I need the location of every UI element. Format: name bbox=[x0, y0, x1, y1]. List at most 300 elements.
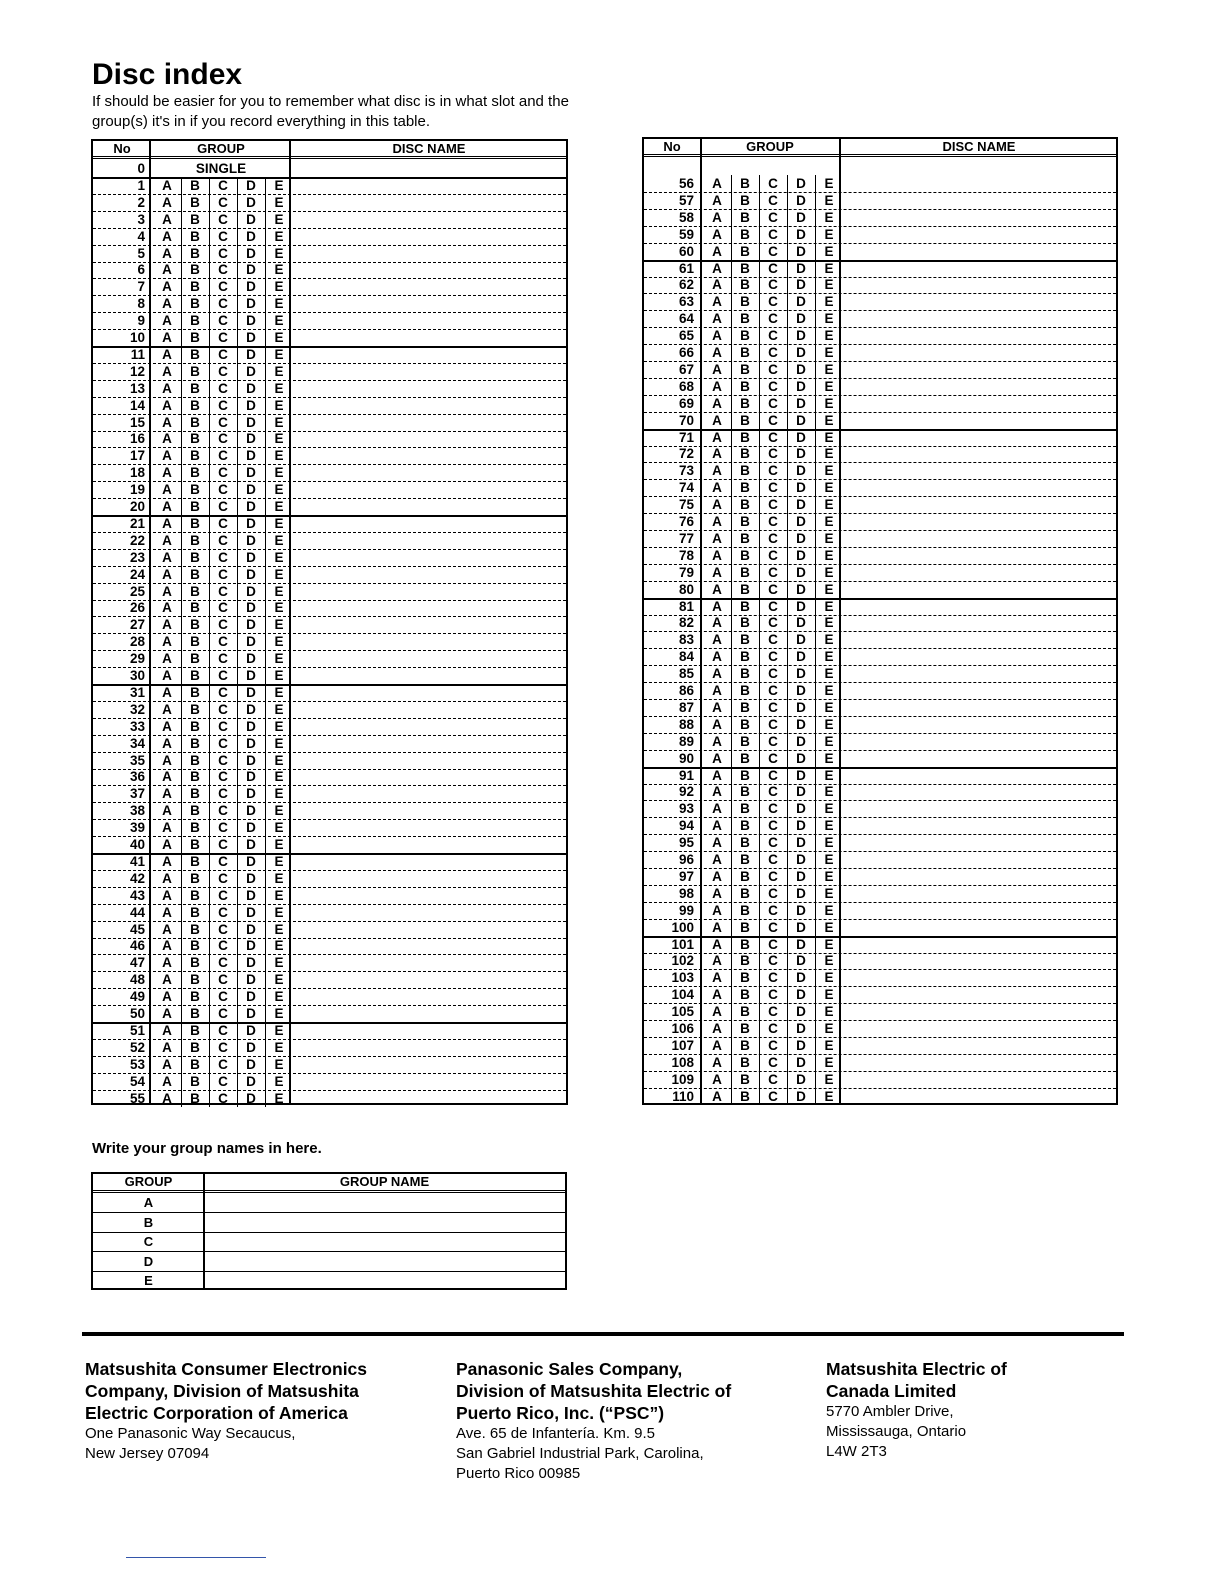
group-letter[interactable]: B bbox=[190, 1006, 200, 1021]
group-letter[interactable]: E bbox=[824, 328, 834, 344]
group-letter[interactable]: B bbox=[740, 615, 750, 631]
group-letter[interactable]: D bbox=[246, 346, 256, 362]
group-letter[interactable]: B bbox=[190, 904, 200, 920]
group-letter[interactable]: A bbox=[712, 784, 722, 800]
group-letter[interactable]: C bbox=[768, 446, 778, 462]
group-letter[interactable]: C bbox=[218, 245, 228, 261]
group-letter[interactable]: C bbox=[768, 564, 778, 580]
group-letter[interactable]: D bbox=[246, 634, 256, 650]
group-letter[interactable]: B bbox=[190, 448, 200, 464]
group-letter[interactable]: E bbox=[824, 547, 834, 563]
group-letter[interactable]: B bbox=[740, 868, 750, 884]
group-letter[interactable]: B bbox=[190, 786, 200, 802]
group-letter[interactable]: E bbox=[824, 176, 834, 191]
group-letter[interactable]: B bbox=[740, 277, 750, 293]
group-letter[interactable]: A bbox=[712, 395, 722, 411]
group-letter[interactable]: E bbox=[824, 767, 834, 783]
group-letter[interactable]: A bbox=[712, 581, 722, 597]
group-letter[interactable]: B bbox=[740, 987, 750, 1003]
group-letter[interactable]: D bbox=[796, 885, 806, 901]
group-letter[interactable]: C bbox=[218, 211, 228, 227]
group-letter[interactable]: C bbox=[218, 837, 228, 852]
group-letter[interactable]: C bbox=[768, 378, 778, 394]
group-letter[interactable]: E bbox=[824, 936, 834, 952]
group-letter[interactable]: D bbox=[246, 904, 256, 920]
group-letter[interactable]: B bbox=[740, 1021, 750, 1036]
group-letter[interactable]: C bbox=[218, 1073, 228, 1089]
group-letter[interactable]: B bbox=[740, 480, 750, 496]
group-letter[interactable]: D bbox=[796, 1037, 806, 1053]
group-letter[interactable]: C bbox=[218, 701, 228, 717]
group-letter[interactable]: A bbox=[712, 699, 722, 715]
group-letter[interactable]: A bbox=[162, 651, 172, 667]
group-letter[interactable]: A bbox=[162, 566, 172, 582]
group-letter[interactable]: D bbox=[796, 699, 806, 715]
group-letter[interactable]: B bbox=[740, 209, 750, 225]
group-letter[interactable]: E bbox=[274, 735, 284, 751]
group-letter[interactable]: E bbox=[824, 378, 834, 394]
group-letter[interactable]: B bbox=[740, 294, 750, 310]
group-letter[interactable]: E bbox=[274, 515, 284, 531]
group-letter[interactable]: A bbox=[162, 465, 172, 481]
group-letter[interactable]: B bbox=[740, 953, 750, 969]
group-letter[interactable]: A bbox=[712, 801, 722, 817]
group-letter[interactable]: A bbox=[162, 532, 172, 548]
group-letter[interactable]: A bbox=[162, 177, 172, 193]
group-letter[interactable]: A bbox=[712, 1021, 722, 1036]
group-letter[interactable]: E bbox=[274, 532, 284, 548]
group-letter[interactable]: A bbox=[162, 1073, 172, 1089]
group-letter[interactable]: D bbox=[246, 1090, 256, 1106]
group-letter[interactable]: C bbox=[218, 684, 228, 700]
group-letter[interactable]: A bbox=[162, 989, 172, 1005]
group-letter[interactable]: D bbox=[796, 902, 806, 918]
group-letter[interactable]: D bbox=[246, 853, 256, 869]
group-letter[interactable]: D bbox=[246, 296, 256, 312]
group-letter[interactable]: C bbox=[768, 530, 778, 546]
group-letter[interactable]: B bbox=[740, 260, 750, 276]
group-letter[interactable]: E bbox=[824, 598, 834, 614]
group-letter[interactable]: D bbox=[246, 380, 256, 396]
group-letter[interactable]: A bbox=[712, 1004, 722, 1020]
group-letter[interactable]: A bbox=[712, 514, 722, 529]
group-letter[interactable]: A bbox=[162, 668, 172, 683]
group-letter[interactable]: D bbox=[246, 414, 256, 430]
group-letter[interactable]: B bbox=[740, 683, 750, 698]
group-letter[interactable]: B bbox=[740, 1054, 750, 1070]
group-letter[interactable]: D bbox=[246, 600, 256, 616]
group-letter[interactable]: D bbox=[796, 209, 806, 225]
group-letter[interactable]: B bbox=[740, 902, 750, 918]
group-letter[interactable]: B bbox=[740, 750, 750, 766]
group-name-row[interactable] bbox=[93, 1271, 565, 1290]
group-letter[interactable]: B bbox=[190, 921, 200, 937]
group-letter[interactable]: E bbox=[274, 1022, 284, 1038]
group-letter[interactable]: A bbox=[712, 192, 722, 208]
group-letter[interactable]: B bbox=[190, 684, 200, 700]
group-letter[interactable]: A bbox=[712, 480, 722, 496]
group-letter[interactable]: E bbox=[274, 938, 284, 954]
group-letter[interactable]: C bbox=[768, 294, 778, 310]
group-letter[interactable]: E bbox=[824, 277, 834, 293]
group-letter[interactable]: B bbox=[190, 803, 200, 819]
group-letter[interactable]: E bbox=[824, 818, 834, 834]
group-letter[interactable]: C bbox=[768, 919, 778, 935]
group-letter[interactable]: B bbox=[740, 885, 750, 901]
group-letter[interactable]: D bbox=[796, 176, 806, 191]
group-letter[interactable]: E bbox=[274, 1073, 284, 1089]
group-letter[interactable]: B bbox=[190, 735, 200, 751]
group-letter[interactable]: D bbox=[246, 1056, 256, 1072]
group-letter[interactable]: C bbox=[768, 683, 778, 698]
group-letter[interactable]: B bbox=[190, 211, 200, 227]
group-letter[interactable]: D bbox=[796, 868, 806, 884]
group-letter[interactable]: C bbox=[218, 262, 228, 278]
group-letter[interactable]: E bbox=[274, 701, 284, 717]
group-letter[interactable]: A bbox=[162, 972, 172, 988]
group-letter[interactable]: C bbox=[768, 835, 778, 851]
group-letter[interactable]: C bbox=[768, 176, 778, 191]
group-letter[interactable]: E bbox=[274, 380, 284, 396]
group-letter[interactable]: B bbox=[740, 716, 750, 732]
group-letter[interactable]: A bbox=[712, 835, 722, 851]
group-letter[interactable]: C bbox=[768, 699, 778, 715]
group-letter[interactable]: E bbox=[824, 919, 834, 935]
group-letter[interactable]: D bbox=[796, 852, 806, 867]
group-letter[interactable]: C bbox=[768, 666, 778, 682]
group-letter[interactable]: B bbox=[190, 989, 200, 1005]
group-letter[interactable]: A bbox=[162, 296, 172, 312]
group-letter[interactable]: E bbox=[274, 921, 284, 937]
group-letter[interactable]: E bbox=[824, 1054, 834, 1070]
group-letter[interactable]: C bbox=[768, 311, 778, 327]
group-letter[interactable]: D bbox=[246, 701, 256, 717]
group-letter[interactable]: B bbox=[190, 955, 200, 971]
group-letter[interactable]: B bbox=[190, 499, 200, 514]
group-letter[interactable]: B bbox=[740, 192, 750, 208]
group-letter[interactable]: D bbox=[796, 581, 806, 597]
group-letter[interactable]: E bbox=[824, 902, 834, 918]
group-letter[interactable]: D bbox=[796, 716, 806, 732]
group-letter[interactable]: A bbox=[712, 361, 722, 377]
group-letter[interactable]: C bbox=[768, 277, 778, 293]
group-letter[interactable]: D bbox=[796, 412, 806, 428]
group-letter[interactable]: B bbox=[190, 1039, 200, 1055]
group-letter[interactable]: D bbox=[796, 818, 806, 834]
group-letter[interactable]: D bbox=[796, 345, 806, 360]
group-letter[interactable]: C bbox=[768, 226, 778, 242]
group-letter[interactable]: B bbox=[740, 226, 750, 242]
group-letter[interactable]: C bbox=[218, 363, 228, 379]
group-letter[interactable]: D bbox=[246, 583, 256, 599]
group-letter[interactable]: B bbox=[190, 752, 200, 768]
group-letter[interactable]: C bbox=[218, 1039, 228, 1055]
group-letter[interactable]: D bbox=[796, 615, 806, 631]
group-letter[interactable]: E bbox=[824, 530, 834, 546]
group-letter[interactable]: C bbox=[218, 482, 228, 498]
group-letter[interactable]: D bbox=[796, 750, 806, 766]
group-letter[interactable]: C bbox=[768, 852, 778, 867]
group-letter[interactable]: B bbox=[190, 363, 200, 379]
group-letter[interactable]: A bbox=[712, 852, 722, 867]
group-letter[interactable]: A bbox=[712, 378, 722, 394]
group-letter[interactable]: B bbox=[190, 583, 200, 599]
group-letter[interactable]: B bbox=[190, 887, 200, 903]
group-letter[interactable]: C bbox=[768, 1037, 778, 1053]
group-letter[interactable]: C bbox=[768, 243, 778, 259]
group-letter[interactable]: A bbox=[162, 431, 172, 447]
group-letter[interactable]: E bbox=[274, 617, 284, 633]
group-letter[interactable]: B bbox=[740, 395, 750, 411]
group-letter[interactable]: B bbox=[740, 936, 750, 952]
group-letter[interactable]: D bbox=[246, 363, 256, 379]
group-letter[interactable]: B bbox=[740, 514, 750, 529]
group-letter[interactable]: A bbox=[712, 970, 722, 986]
group-letter[interactable]: C bbox=[768, 514, 778, 529]
group-letter[interactable]: D bbox=[246, 245, 256, 261]
group-letter[interactable]: A bbox=[162, 769, 172, 785]
group-letter[interactable]: C bbox=[768, 868, 778, 884]
group-letter[interactable]: C bbox=[218, 735, 228, 751]
group-letter[interactable]: D bbox=[796, 1021, 806, 1036]
group-letter[interactable]: D bbox=[796, 1071, 806, 1087]
group-letter[interactable]: B bbox=[190, 600, 200, 616]
group-letter[interactable]: C bbox=[768, 902, 778, 918]
group-letter[interactable]: C bbox=[768, 970, 778, 986]
group-letter[interactable]: C bbox=[768, 328, 778, 344]
group-letter[interactable]: E bbox=[274, 684, 284, 700]
group-letter[interactable]: A bbox=[712, 446, 722, 462]
group-letter[interactable]: C bbox=[218, 820, 228, 836]
group-letter[interactable]: E bbox=[824, 1037, 834, 1053]
group-letter[interactable]: C bbox=[218, 600, 228, 616]
group-letter[interactable]: D bbox=[246, 769, 256, 785]
group-letter[interactable]: B bbox=[740, 176, 750, 191]
group-letter[interactable]: C bbox=[218, 566, 228, 582]
group-letter[interactable]: A bbox=[712, 1037, 722, 1053]
group-letter[interactable]: C bbox=[768, 598, 778, 614]
group-letter[interactable]: B bbox=[190, 718, 200, 734]
group-letter[interactable]: E bbox=[274, 194, 284, 210]
group-letter[interactable]: A bbox=[712, 936, 722, 952]
group-letter[interactable]: D bbox=[796, 311, 806, 327]
group-letter[interactable]: A bbox=[162, 634, 172, 650]
group-letter[interactable]: B bbox=[740, 767, 750, 783]
group-name-row[interactable] bbox=[93, 1252, 565, 1272]
group-letter[interactable]: E bbox=[274, 600, 284, 616]
group-letter[interactable]: A bbox=[712, 632, 722, 648]
group-letter[interactable]: C bbox=[768, 480, 778, 496]
group-letter[interactable]: B bbox=[190, 1090, 200, 1106]
group-letter[interactable]: A bbox=[162, 499, 172, 514]
group-letter[interactable]: E bbox=[824, 294, 834, 310]
group-letter[interactable]: A bbox=[162, 397, 172, 413]
group-letter[interactable]: C bbox=[218, 397, 228, 413]
group-letter[interactable]: D bbox=[796, 429, 806, 445]
group-letter[interactable]: E bbox=[824, 1071, 834, 1087]
group-letter[interactable]: B bbox=[190, 837, 200, 852]
group-letter[interactable]: A bbox=[162, 380, 172, 396]
group-letter[interactable]: C bbox=[218, 938, 228, 954]
group-letter[interactable]: B bbox=[740, 784, 750, 800]
group-letter[interactable]: A bbox=[162, 684, 172, 700]
group-letter[interactable]: D bbox=[246, 668, 256, 683]
group-letter[interactable]: D bbox=[796, 277, 806, 293]
group-letter[interactable]: C bbox=[768, 192, 778, 208]
group-letter[interactable]: A bbox=[162, 1039, 172, 1055]
group-letter[interactable]: A bbox=[712, 1054, 722, 1070]
group-letter[interactable]: C bbox=[218, 194, 228, 210]
group-letter[interactable]: C bbox=[218, 1006, 228, 1021]
group-letter[interactable]: C bbox=[218, 1056, 228, 1072]
group-letter[interactable]: D bbox=[246, 921, 256, 937]
group-letter[interactable]: C bbox=[218, 532, 228, 548]
group-letter[interactable]: D bbox=[246, 549, 256, 565]
group-letter[interactable]: D bbox=[246, 532, 256, 548]
group-letter[interactable]: B bbox=[740, 429, 750, 445]
group-letter[interactable]: A bbox=[712, 412, 722, 428]
group-letter[interactable]: B bbox=[740, 530, 750, 546]
group-letter[interactable]: A bbox=[162, 853, 172, 869]
group-letter[interactable]: C bbox=[768, 361, 778, 377]
group-letter[interactable]: E bbox=[824, 1021, 834, 1036]
group-letter[interactable]: A bbox=[712, 683, 722, 698]
group-letter[interactable]: C bbox=[768, 547, 778, 563]
group-letter[interactable]: C bbox=[768, 632, 778, 648]
group-letter[interactable]: A bbox=[162, 482, 172, 498]
group-letter[interactable]: A bbox=[162, 803, 172, 819]
group-letter[interactable]: C bbox=[768, 463, 778, 479]
group-letter[interactable]: E bbox=[824, 632, 834, 648]
group-letter[interactable]: C bbox=[218, 228, 228, 244]
group-letter[interactable]: D bbox=[796, 547, 806, 563]
group-letter[interactable]: E bbox=[274, 1039, 284, 1055]
group-name-row[interactable] bbox=[93, 1213, 565, 1233]
group-letter[interactable]: E bbox=[274, 499, 284, 514]
group-letter[interactable]: B bbox=[190, 972, 200, 988]
group-letter[interactable]: D bbox=[796, 446, 806, 462]
group-letter[interactable]: E bbox=[824, 666, 834, 682]
group-letter[interactable]: E bbox=[824, 716, 834, 732]
group-letter[interactable]: E bbox=[824, 429, 834, 445]
group-letter[interactable]: D bbox=[796, 480, 806, 496]
group-letter[interactable]: D bbox=[246, 194, 256, 210]
group-letter[interactable]: B bbox=[740, 547, 750, 563]
group-letter[interactable]: C bbox=[218, 448, 228, 464]
group-letter[interactable]: B bbox=[740, 649, 750, 665]
group-letter[interactable]: D bbox=[246, 820, 256, 836]
group-letter[interactable]: C bbox=[218, 786, 228, 802]
group-letter[interactable]: E bbox=[274, 346, 284, 362]
group-letter[interactable]: D bbox=[246, 718, 256, 734]
group-letter[interactable]: B bbox=[190, 262, 200, 278]
group-letter[interactable]: C bbox=[218, 431, 228, 447]
group-letter[interactable]: A bbox=[712, 885, 722, 901]
group-letter[interactable]: B bbox=[740, 446, 750, 462]
group-letter[interactable]: A bbox=[162, 549, 172, 565]
group-letter[interactable]: C bbox=[218, 515, 228, 531]
group-letter[interactable]: D bbox=[796, 733, 806, 749]
group-letter[interactable]: C bbox=[218, 296, 228, 312]
group-letter[interactable]: D bbox=[246, 955, 256, 971]
group-letter[interactable]: D bbox=[246, 837, 256, 852]
group-letter[interactable]: E bbox=[824, 463, 834, 479]
group-letter[interactable]: D bbox=[246, 1006, 256, 1021]
group-letter[interactable]: A bbox=[162, 262, 172, 278]
group-letter[interactable]: D bbox=[796, 919, 806, 935]
group-letter[interactable]: B bbox=[740, 1071, 750, 1087]
group-letter[interactable]: D bbox=[246, 262, 256, 278]
group-letter[interactable]: C bbox=[218, 583, 228, 599]
group-letter[interactable]: C bbox=[218, 279, 228, 295]
group-letter[interactable]: E bbox=[274, 1006, 284, 1021]
group-letter[interactable]: C bbox=[218, 752, 228, 768]
group-letter[interactable]: D bbox=[796, 767, 806, 783]
group-letter[interactable]: B bbox=[190, 651, 200, 667]
group-letter[interactable]: E bbox=[824, 649, 834, 665]
group-letter[interactable]: E bbox=[824, 395, 834, 411]
group-letter[interactable]: B bbox=[190, 1073, 200, 1089]
group-letter[interactable]: B bbox=[740, 818, 750, 834]
group-letter[interactable]: A bbox=[712, 530, 722, 546]
group-letter[interactable]: D bbox=[246, 228, 256, 244]
group-letter[interactable]: B bbox=[190, 465, 200, 481]
group-letter[interactable]: A bbox=[162, 330, 172, 345]
group-letter[interactable]: C bbox=[218, 1090, 228, 1106]
group-letter[interactable]: E bbox=[824, 1088, 834, 1104]
group-letter[interactable]: C bbox=[218, 313, 228, 329]
group-letter[interactable]: B bbox=[740, 328, 750, 344]
group-letter[interactable]: E bbox=[824, 683, 834, 698]
group-letter[interactable]: A bbox=[712, 987, 722, 1003]
group-letter[interactable]: A bbox=[712, 345, 722, 360]
group-letter[interactable]: C bbox=[768, 936, 778, 952]
group-letter[interactable]: B bbox=[190, 566, 200, 582]
group-letter[interactable]: C bbox=[218, 904, 228, 920]
group-letter[interactable]: C bbox=[768, 801, 778, 817]
group-letter[interactable]: E bbox=[274, 211, 284, 227]
group-letter[interactable]: C bbox=[218, 380, 228, 396]
group-letter[interactable]: E bbox=[274, 330, 284, 345]
group-letter[interactable]: A bbox=[712, 463, 722, 479]
group-letter[interactable]: E bbox=[274, 296, 284, 312]
group-letter[interactable]: D bbox=[796, 801, 806, 817]
group-letter[interactable]: C bbox=[768, 1054, 778, 1070]
group-letter[interactable]: C bbox=[218, 972, 228, 988]
group-letter[interactable]: A bbox=[712, 615, 722, 631]
group-letter[interactable]: B bbox=[190, 870, 200, 886]
group-letter[interactable]: A bbox=[162, 313, 172, 329]
group-letter[interactable]: E bbox=[274, 363, 284, 379]
group-letter[interactable]: E bbox=[274, 989, 284, 1005]
group-letter[interactable]: A bbox=[162, 752, 172, 768]
group-letter[interactable]: A bbox=[162, 583, 172, 599]
group-letter[interactable]: A bbox=[162, 194, 172, 210]
group-letter[interactable]: C bbox=[218, 330, 228, 345]
group-letter[interactable]: E bbox=[274, 1056, 284, 1072]
group-letter[interactable]: C bbox=[768, 412, 778, 428]
group-letter[interactable]: D bbox=[796, 530, 806, 546]
group-letter[interactable]: C bbox=[768, 649, 778, 665]
group-letter[interactable]: D bbox=[796, 514, 806, 529]
group-letter[interactable]: C bbox=[218, 668, 228, 683]
group-letter[interactable]: A bbox=[162, 211, 172, 227]
group-letter[interactable]: B bbox=[190, 194, 200, 210]
group-letter[interactable]: C bbox=[768, 885, 778, 901]
group-letter[interactable]: E bbox=[274, 549, 284, 565]
group-letter[interactable]: D bbox=[796, 1088, 806, 1104]
group-letter[interactable]: E bbox=[274, 465, 284, 481]
